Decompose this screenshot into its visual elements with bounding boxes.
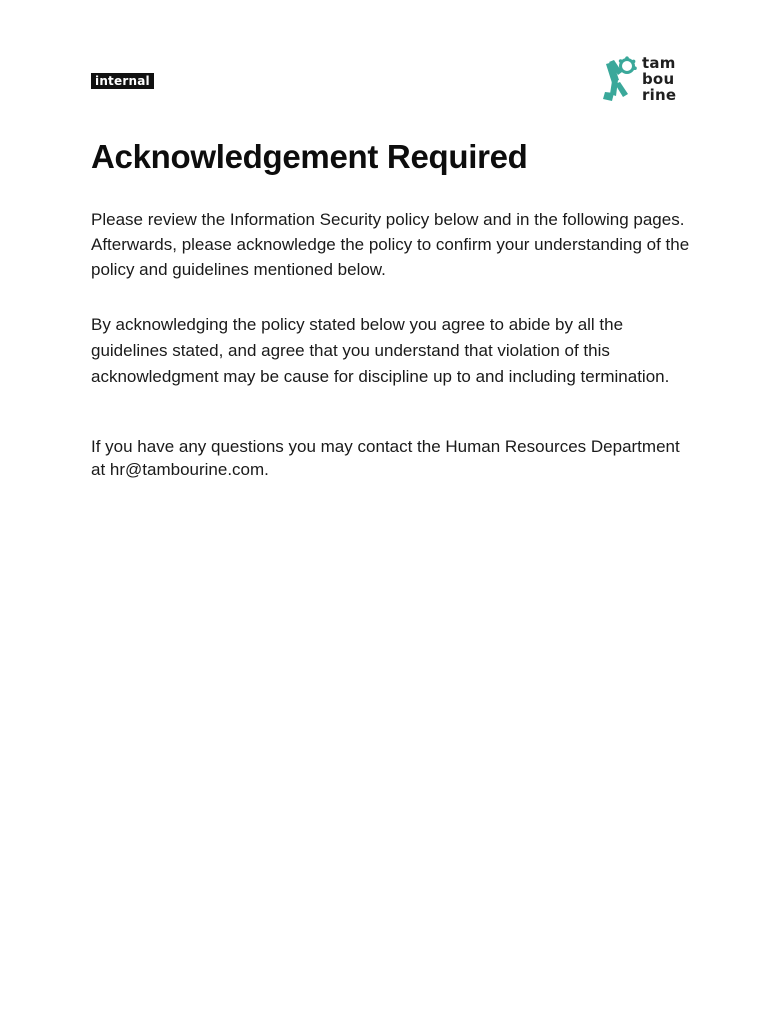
internal-badge: internal	[91, 73, 154, 89]
contact-paragraph: If you have any questions you may contact the Human Resources Department at hr@tambourine.com.	[91, 437, 680, 479]
page-title: Acknowledgement Required	[91, 138, 528, 175]
logo-wordmark	[642, 55, 676, 103]
intro-paragraph: Please review the Information Security policy below and in the following pages. Afterwards, please acknowledge the policy to confirm your understanding of the policy and guidelines mentioned below.	[91, 210, 690, 279]
tambourine-figure-icon	[600, 56, 640, 104]
logo-word-line: bou	[642, 70, 675, 88]
logo-word-line: rine	[642, 86, 677, 104]
logo-word-line: tam	[642, 54, 676, 72]
agreement-paragraph: By acknowledging the policy stated below you agree to abide by all the guidelines stated, and agree that you understand that violation of this acknowledgment may be cause for discipline up to and including termination.	[91, 315, 670, 386]
tambourine-logo	[600, 56, 690, 104]
